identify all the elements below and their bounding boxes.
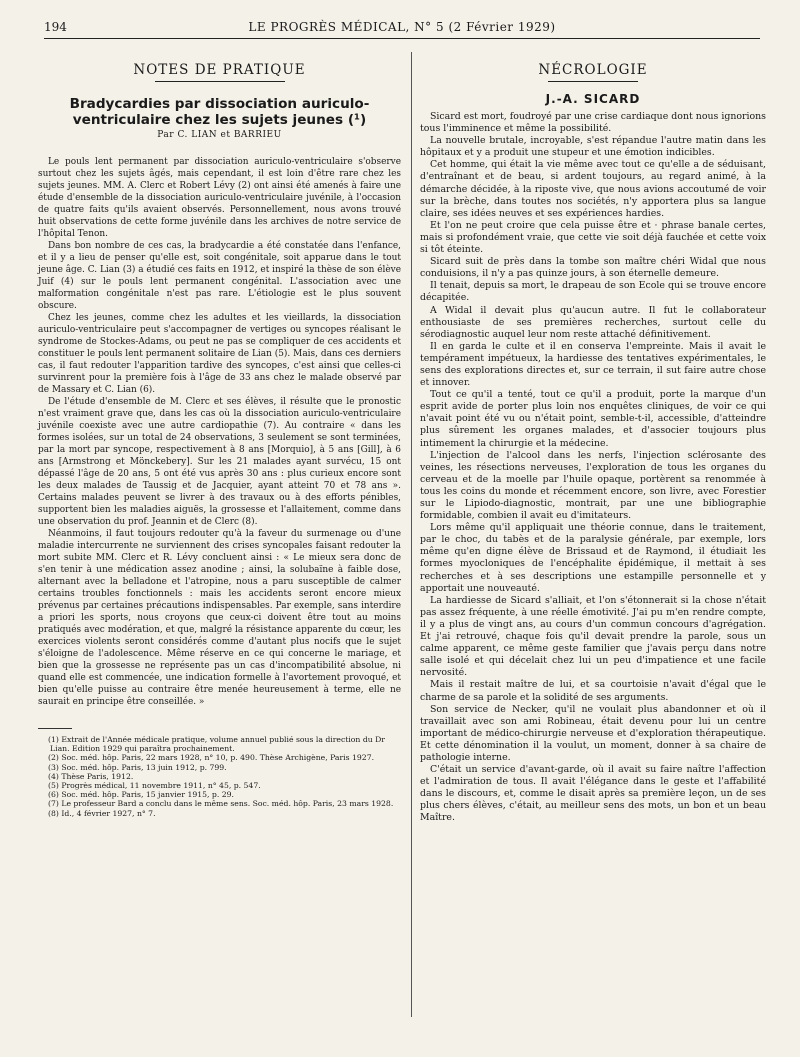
article-byline: Par C. LIAN et BARRIEU — [157, 130, 282, 140]
page-number: 194 — [44, 20, 67, 34]
running-head — [44, 20, 760, 40]
obituary-paragraph: Sicard est mort, foudroyé par une crise cardiaque dont nous ignorions tous l'imminence et même la possibilité. — [420, 111, 766, 135]
footnote: (6) Soc. méd. hôp. Paris, 15 janvier 1915, p. 29. — [48, 790, 234, 800]
section-rule — [548, 81, 638, 82]
footnote: (4) Thèse Paris, 1912. — [48, 771, 134, 781]
obituary-paragraph: Et l'on ne peut croire que cela puisse être et · phrase banale certes, mais si profondément vraie, que cette vie soit déjà fauchée et cette voix si tôt éteinte. — [420, 219, 766, 256]
obituary-paragraph: Il tenait, depuis sa mort, le drapeau de son Ecole qui se trouve encore décapitée. — [420, 280, 766, 304]
footnote: (7) Le professeur Bard a conclu dans le même sens. Soc. méd. hôp. Paris, 23 mars 1928. — [48, 799, 394, 809]
footnote: (1) Extrait de l'Année médicale pratique, volume annuel publié sous la direction du Dr Lian. Edition 1929 qui paraîtra prochainement. — [48, 735, 385, 754]
section-heading-notes: NOTES DE PRATIQUE — [133, 62, 306, 78]
section-heading-necrologie: NÉCROLOGIE — [538, 62, 648, 78]
obituary-paragraph: C'était un service d'avant-garde, où il avait su faire naître l'affection et l'admiration de tous. Il avait l'élégance dans le geste et l'affabilité dans le discours, et, comme le disait après sa première leçon, un de ses plus chers élèves, c'était, au meilleur sens des mots, un bon et un beau Maître. — [420, 764, 766, 824]
obituary-paragraph: L'injection de l'alcool dans les nerfs, l'injection sclérosante des veines, les résections nerveuses, l'exploration de tous les organes du cerveau et de la moelle par l'huile opaque, portèrent sa renommée à tous les coins du monde et récemment encore, son livre, avec Forestier sur le Lipiodo-diagnostic, montrait, par une une bibliographie formidable, combien il avait eu d'imitateurs. — [420, 449, 766, 522]
footnote: (2) Soc. méd. hôp. Paris, 22 mars 1928, n° 10, p. 490. Thèse Archigène, Paris 1927. — [48, 753, 375, 763]
footnote: (5) Progrès médical, 11 novembre 1911, n° 45, p. 547. — [48, 781, 261, 791]
obituary-name: J.-A. SICARD — [545, 92, 641, 106]
article-paragraph: De l'étude d'ensemble de M. Clerc et ses élèves, il résulte que le pronostic n'est vraiment grave que, dans les cas où la dissociation auriculo-ventriculaire juvénile coexiste avec une autre cardiopathie (7). Au contraire « dans les formes isolées, sur un total de 24 observations, 3 seulement se sont terminées, par la mort par syncope, respectivement à 8 ans [Morquio], à 5 ans [Gill], à 6 ans [Armstrong et Mönckebery]. Sur les 21 malades ayant survécu, 15 ont dépassé l'âge de 20 ans, 5 ont été vus après 30 ans : plus curieux encore sont les deux malades de Taussig et de Jacquier, ayant atteint 70 et 78 ans ». Certains malades peuvent se livrer à des travaux ou à des efforts pénibles, supportent bien les maladies aiguës, la grossesse et l'allaitement, comme dans une observation du prof. Jeannin et de Clerc (8). — [38, 397, 401, 527]
running-title: LE PROGRÈS MÉDICAL, N° 5 (2 Février 1929) — [248, 20, 556, 34]
footnote: (8) Id., 4 février 1927, n° 7. — [48, 808, 156, 818]
footnote-separator — [38, 728, 72, 729]
obituary-paragraph: Cet homme, qui était la vie même avec tout ce qu'elle a de séduisant, d'entraînant et de beau, si ardent toujours, au regard animé, à la démarche décidée, à la riposte vive, que nous avions accoutumé de voir sur la brèche, dans toutes nos sociétés, n'y apportera plus sa langue claire, ses idées neuves et ses expériences hardies. — [420, 159, 766, 219]
obituary-paragraph: A Widal il devait plus qu'aucun autre. Il fut le collaborateur enthousiaste de ses premières recherches, surtout celle du sérodiagnostic auquel leur nom reste attaché définitivement. — [420, 304, 766, 340]
left-column — [38, 58, 401, 818]
obituary-paragraph: Mais il restait maître de lui, et sa courtoisie n'avait d'égal que le charme de sa parole et la solidité de ses arguments. — [420, 679, 766, 703]
obituary-body — [420, 111, 766, 825]
footnotes — [38, 735, 401, 818]
right-column — [420, 58, 766, 825]
header-rule — [44, 38, 760, 39]
obituary-paragraph: Sicard suit de près dans la tombe son maître chéri Widal que nous conduisions, il n'y a pas quinze jours, à son éternelle demeure. — [420, 256, 766, 280]
footnote: (3) Soc. méd. hôp. Paris, 13 juin 1912, p. 799. — [48, 762, 227, 772]
article-title: Bradycardies par dissociation auriculo-ventriculaire chez les sujets jeunes (¹) — [69, 96, 370, 128]
obituary-paragraph: Il en garda le culte et il en conserva l'empreinte. Mais il avait le tempérament impétueux, la hardiesse des tentatives expérimentales, le sens des explorations directes et, sur ce terrain, il sut faire autre chose et innover. — [420, 340, 766, 389]
article-paragraph: Le pouls lent permanent par dissociation auriculo-ventriculaire s'observe surtout chez les sujets âgés, mais cependant, il est loin d'être rare chez les sujets jeunes. MM. A. Clerc et Robert Lévy (2) ont ainsi été amenés à faire une étude d'ensemble de la dissociation auriculo-ventriculaire juvénile, à l'occasion de quatre faits qu'ils avaient observés. Personnellement, nous avons trouvé huit observations de cette forme juvénile dans les archives de notre service de l'hôpital Tenon. — [38, 157, 401, 239]
article-paragraph: Chez les jeunes, comme chez les adultes et les vieillards, la dissociation auriculo-ventriculaire peut s'accompagner de vertiges ou syncopes réalisant le syndrome de Stockes-Adams, ou peut ne pas se compliquer de ces accidents et constituer le pouls lent permanent solitaire de Lian (5). Mais, dans ces derniers cas, il faut redouter l'apparition tardive des syncopes, c'est ainsi que celles-ci survinrent pour la première fois à l'âge de 33 ans chez le malade observé par de Massary et C. Lian (6). — [38, 313, 401, 395]
obituary-paragraph: La hardiesse de Sicard s'alliait, et l'on s'étonnerait si la chose n'était pas assez fréquente, à une réelle émotivité. J'ai pu m'en rendre compte, il y a plus de vingt ans, au cours d'un commun concours d'agrégation. Et j'ai retrouvé, chaque fois qu'il devait prendre la parole, sous un calme apparent, ce même geste familier que j'avais perçu dans notre salle isolé et qui décelait chez lui un peu d'impatience et une facile nervosité. — [420, 594, 766, 679]
section-rule — [155, 81, 285, 82]
obituary-paragraph: Lors même qu'il appliquait une théorie connue, dans le traitement, par le choc, du tabès et de la paralysie générale, par exemple, lors même qu'en digne élève de Brissaud et de Raymond, il étudiait les formes myocloniques de l'encéphalite épidémique, il mettait à ses recherches et à ses descriptions une estampille personnelle et y apportait une nouveauté. — [420, 522, 766, 594]
obituary-paragraph: Tout ce qu'il a tenté, tout ce qu'il a produit, porte la marque d'un esprit avide de porter plus loin nos enquêtes cliniques, de voir ce qui n'avait point été vu ou n'était point, semble-t-il, accessible, d'atteindre plus sûrement les organes malades, et d'associer toujours plus intimement la chirurgie et la médecine. — [420, 389, 766, 449]
column-divider — [411, 52, 412, 1017]
obituary-paragraph: Son service de Necker, qu'il ne voulait plus abandonner et où il travaillait avec son ami Robineau, était devenu pour lui un centre important de médico-chirurgie nerveuse et d'exploration thérapeutique. Et cette dénomination il la voulut, un moment, donner à sa chaire de pathologie interne. — [420, 703, 766, 763]
article-paragraph: Néanmoins, il faut toujours redouter qu'à la faveur du surmenage ou d'une maladie intercurrente ne surviennent des crises syncopales faisant redouter la mort subite MM. Clerc et R. Lévy concluent ainsi : « Le mieux sera donc de s'en tenir à une médication assez anodine ; ainsi, la solubaïne à faible dose, alternant avec la belladone et l'atropine, nous a paru susceptible de calmer certains troubles fonctionnels : mais les accidents seront encore mieux prévenus par certaines précautions indispensables. Par exemple, sans interdire a priori les sports, nous croyons que ceux-ci doivent être tout au moins pratiqués avec modération, et que, malgré la résistance apparente du cœur, les exercices violents seront considérés comme d'autant plus nocifs que le sujet s'éloigne de l'adolescence. Même réserve en ce qui concerne le mariage, et bien que la grossesse ne représente pas un cas d'incompatibilité absolue, ni quand elle est commencée, une indication formelle à l'avortement provoqué, et bien qu'elle puisse au contraire être menée heureusement à terme, elle ne saurait en principe être conseillée. » — [38, 529, 401, 707]
obituary-paragraph: La nouvelle brutale, incroyable, s'est répandue l'autre matin dans les hôpitaux et y a produit une stupeur et une émotion indicibles. — [420, 135, 766, 159]
article-body — [38, 156, 401, 708]
article-paragraph: Dans bon nombre de ces cas, la bradycardie a été constatée dans l'enfance, et il y a lieu de penser qu'elle est, soit congénitale, soit apparue dans le tout jeune âge. C. Lian (3) a étudié ces faits en 1912, et inspiré la thèse de son élève Juif (4) sur le pouls lent permanent congénital. L'association avec une malformation congénitale n'est pas rare. L'étiologie est le plus souvent obscure. — [38, 241, 401, 311]
